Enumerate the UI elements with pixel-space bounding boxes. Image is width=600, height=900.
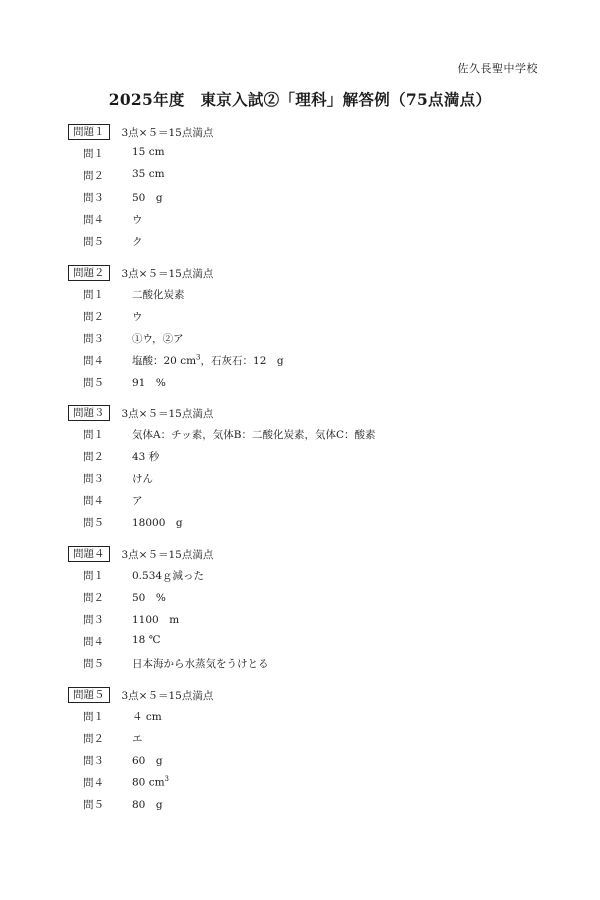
answer-row [68, 209, 548, 229]
answer-main: 18 ℃ [132, 634, 161, 646]
question-label: 問１ [83, 570, 104, 582]
answer-text [132, 515, 183, 530]
answer-row [68, 490, 548, 510]
question-label: 問２ [83, 170, 104, 182]
section-header [68, 264, 548, 282]
section-label-badge: 問題１ [68, 124, 110, 140]
answer-main: 二酸化炭素 [132, 289, 185, 301]
answer-section [68, 123, 548, 251]
answer-main: けん [132, 473, 153, 485]
answer-row [68, 306, 548, 326]
answer-continuation: ，石灰石：12 g [200, 355, 284, 367]
answer-text [132, 753, 163, 768]
answer-text [132, 353, 284, 368]
answer-main: ウ [132, 214, 143, 226]
answer-superscript: 3 [164, 775, 170, 783]
answer-text [132, 568, 204, 583]
page-title: 2025年度 東京入試②「理科」解答例（75点満点） [108, 90, 492, 109]
question-label: 問３ [83, 333, 104, 345]
section-points: 3点×５＝15点満点 [121, 548, 214, 561]
question-label: 問３ [83, 614, 104, 626]
section-points: 3点×５＝15点満点 [121, 126, 214, 139]
answer-section [68, 686, 548, 814]
answer-main: 塩酸：20 cm [132, 355, 197, 367]
answer-row [68, 706, 548, 726]
answer-row [68, 794, 548, 814]
answer-main: エ [132, 733, 143, 745]
section-label-badge: 問題３ [68, 405, 110, 421]
answer-row [68, 587, 548, 607]
answer-main: 43 秒 [132, 451, 160, 463]
answer-row [68, 512, 548, 532]
question-label: 問５ [83, 517, 104, 529]
answer-text [132, 375, 166, 390]
question-label: 問５ [83, 658, 104, 670]
section-header [68, 686, 548, 704]
answer-text [132, 168, 165, 180]
answer-row [68, 328, 548, 348]
section-points: 3点×５＝15点満点 [121, 267, 214, 280]
question-label: 問４ [83, 355, 104, 367]
section-header [68, 545, 548, 563]
answer-row [68, 728, 548, 748]
question-label: 問５ [83, 799, 104, 811]
answer-row [68, 565, 548, 585]
question-label: 問１ [83, 289, 104, 301]
answer-main: ①ウ，②ア [132, 333, 184, 345]
answer-superscript: 3 [196, 353, 201, 362]
answer-row [68, 750, 548, 770]
answer-text [132, 449, 159, 464]
question-label: 問４ [83, 636, 104, 648]
question-label: 問４ [83, 777, 104, 789]
school-name: 佐久長聖中学校 [457, 62, 538, 75]
question-label: 問２ [83, 733, 104, 745]
answer-main: 91 % [132, 377, 166, 389]
answer-row [68, 284, 548, 304]
answer-row [68, 424, 548, 444]
question-label: 問１ [83, 711, 104, 723]
question-label: 問３ [83, 192, 104, 204]
answer-row [68, 631, 548, 651]
question-label: 問５ [83, 377, 104, 389]
question-label: 問１ [83, 148, 104, 160]
question-label: 問１ [83, 429, 104, 441]
answer-main: 60 g [132, 755, 163, 767]
answer-text [132, 309, 143, 324]
answer-text [132, 234, 143, 249]
answer-text [132, 731, 143, 746]
answer-text [132, 709, 162, 724]
answer-main: ４ cm [132, 711, 162, 723]
answer-text [132, 146, 165, 158]
answer-text [132, 212, 143, 227]
answer-row [68, 653, 548, 673]
section-points: 3点×５＝15点満点 [121, 407, 214, 420]
answer-main: 50 g [132, 192, 163, 204]
answer-main: ウ [132, 311, 143, 323]
answer-text [132, 427, 376, 442]
answer-main: 35 cm [132, 168, 165, 180]
answer-text [132, 331, 184, 346]
question-label: 問２ [83, 311, 104, 323]
answer-row [68, 468, 548, 488]
answer-row [68, 165, 548, 185]
answer-row [68, 772, 548, 792]
answer-main: 気体A：チッ素，気体B：二酸化炭素，気体C：酸素 [132, 429, 376, 441]
answer-row [68, 187, 548, 207]
section-label-badge: 問題４ [68, 546, 110, 562]
answer-text [132, 656, 269, 671]
question-label: 問２ [83, 592, 104, 604]
answer-text [132, 797, 163, 812]
answer-row [68, 609, 548, 629]
answer-section [68, 545, 548, 673]
section-points: 3点×５＝15点満点 [121, 689, 214, 702]
question-label: 問５ [83, 236, 104, 248]
question-label: 問３ [83, 473, 104, 485]
answer-row [68, 231, 548, 251]
answer-text [132, 634, 160, 646]
answer-row [68, 350, 548, 370]
answer-main: 1100 m [132, 614, 180, 626]
answer-main: ア [132, 495, 143, 507]
answer-row [68, 372, 548, 392]
question-label: 問２ [83, 451, 104, 463]
answer-text [132, 612, 179, 627]
answer-text [132, 775, 169, 789]
answer-row [68, 143, 548, 163]
question-label: 問４ [83, 214, 104, 226]
answer-main: 50 % [132, 592, 166, 604]
answer-section [68, 404, 548, 532]
section-label-badge: 問題５ [68, 687, 110, 703]
answer-text [132, 471, 153, 486]
section-label-badge: 問題２ [68, 265, 110, 281]
question-label: 問４ [83, 495, 104, 507]
answer-text [132, 493, 143, 508]
answer-row [68, 446, 548, 466]
answer-main: 18000 g [132, 517, 183, 529]
answer-text [132, 190, 163, 205]
answer-main: 日本海から水蒸気をうけとる [132, 658, 269, 670]
answer-main: 0.534ｇ減った [132, 570, 205, 582]
section-header [68, 123, 548, 141]
answer-text [132, 287, 185, 302]
answer-main: 80 cm [132, 776, 165, 789]
question-label: 問３ [83, 755, 104, 767]
answer-main: ク [132, 236, 143, 248]
answer-section [68, 264, 548, 392]
answer-text [132, 590, 166, 605]
answer-main: 15 cm [132, 146, 165, 158]
answer-main: 80 g [132, 799, 163, 811]
section-header [68, 404, 548, 422]
